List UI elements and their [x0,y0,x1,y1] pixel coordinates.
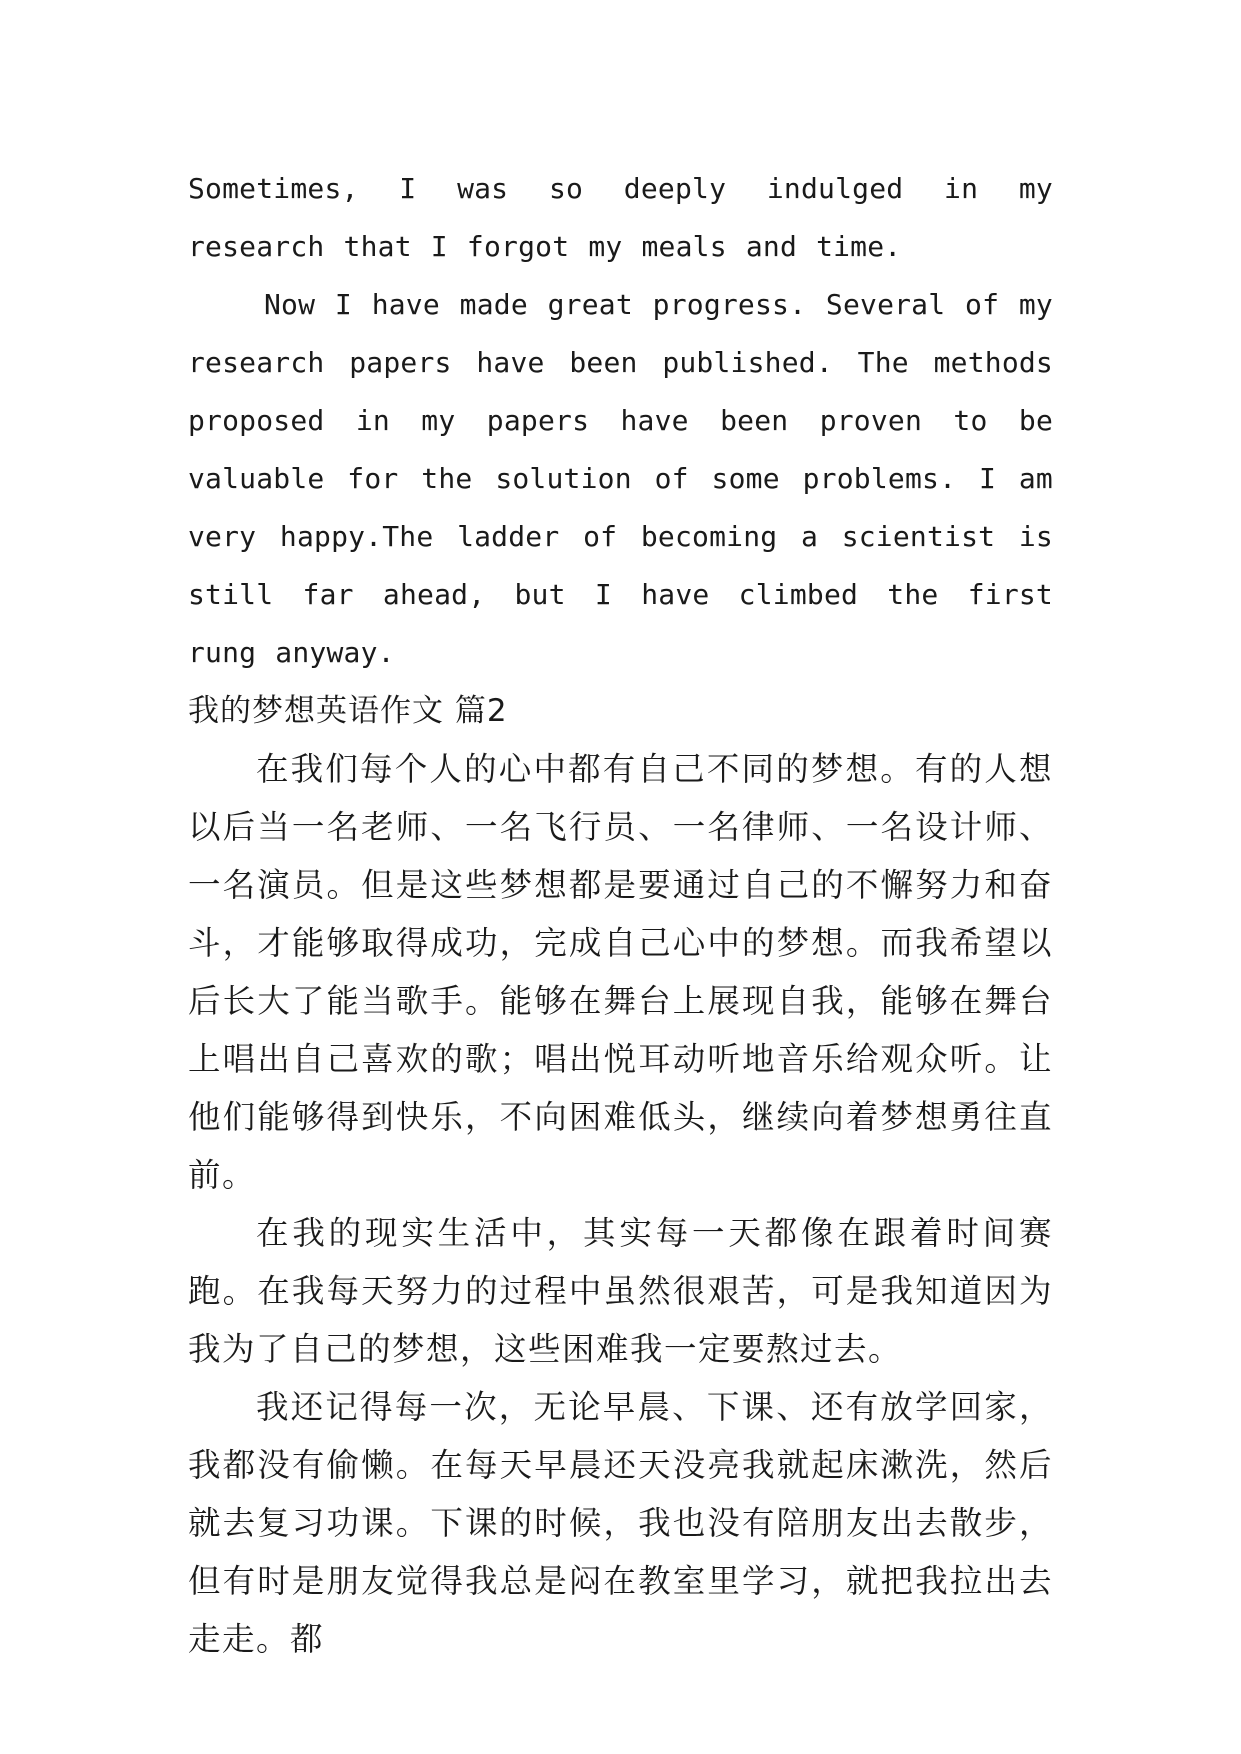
chinese-paragraph-2: 在我的现实生活中，其实每一天都像在跟着时间赛跑。在我每天努力的过程中虽然很艰苦，可是我知道因为我为了自己的梦想，这些困难我一定要熬过去。 [188,1214,1053,1368]
document-body [188,160,1053,1668]
section-heading: 我的梦想英语作文 篇2 [188,693,508,729]
chinese-paragraph-1: 在我们每个人的心中都有自己不同的梦想。有的人想以后当一名老师、一名飞行员、一名律师、一名设计师、一名演员。但是这些梦想都是要通过自己的不懈努力和奋斗，才能够取得成功，完成自己心中的梦想。而我希望以后长大了能当歌手。能够在舞台上展现自我，能够在舞台上唱出自己喜欢的歌；唱出悦耳动听地音乐给观众听。让他们能够得到快乐，不向困难低头，继续向着梦想勇往直前。 [188,750,1053,1194]
chinese-paragraph-3: 我还记得每一次，无论早晨、下课、还有放学回家，我都没有偷懒。在每天早晨还天没亮我就起床漱洗，然后就去复习功课。下课的时候，我也没有陪朋友出去散步，但有时是朋友觉得我总是闷在教室里学习，就把我拉出去走走。都 [188,1388,1053,1658]
english-paragraph-2: Now I have made great progress. Several of my research papers have been published. The methods proposed in my papers have been proven to be valuable for the solution of some problems. I am very happy.The ladder of becoming a scientist is still far ahead, but I have climbed the first rung anyway. [188,288,1053,669]
english-paragraph-1: Sometimes, I was so deeply indulged in my research that I forgot my meals and time. [188,172,1053,263]
